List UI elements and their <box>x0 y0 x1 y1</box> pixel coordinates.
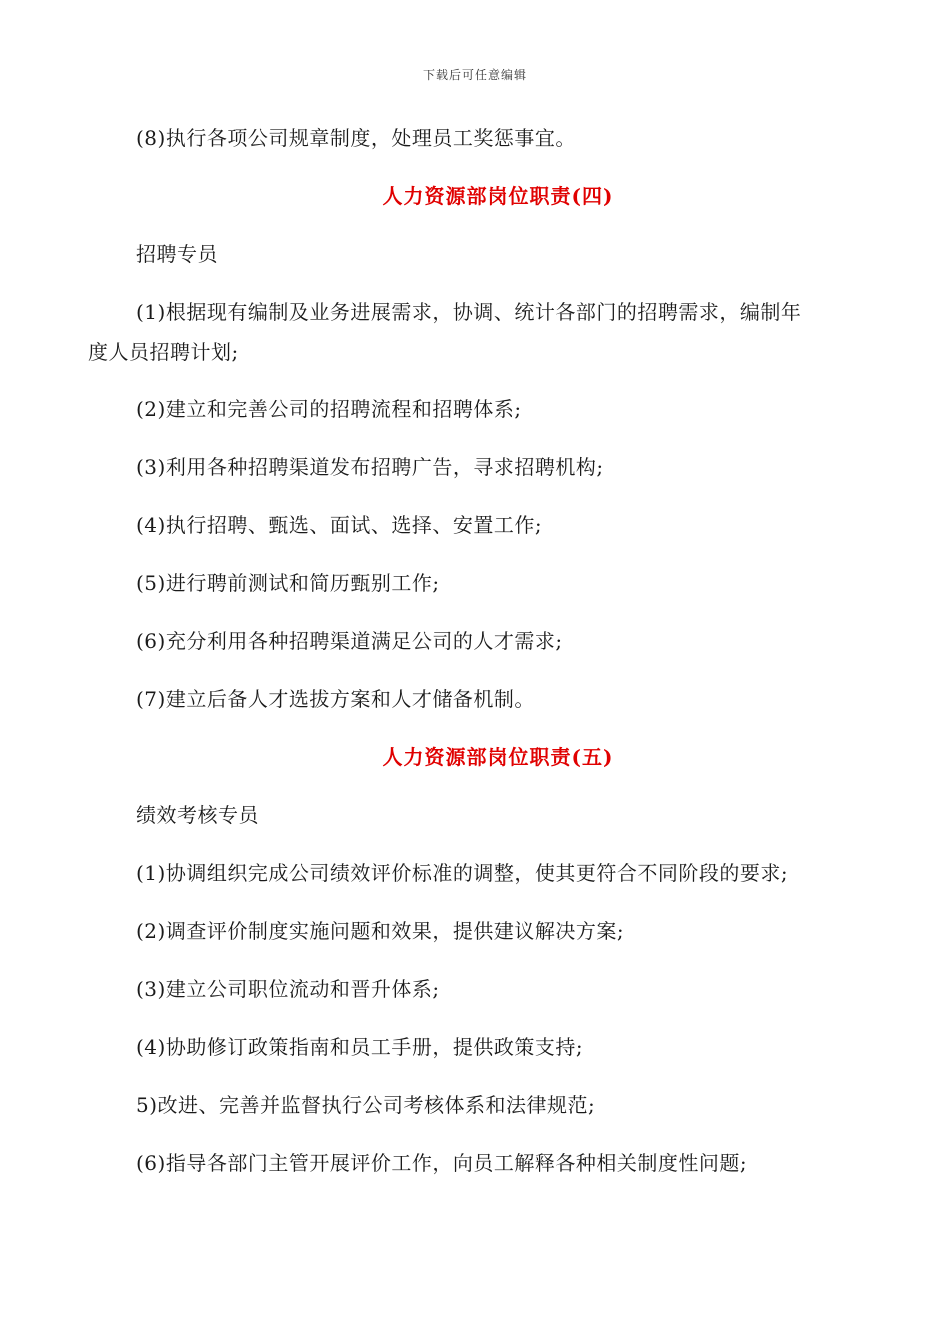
list-item: (6)充分利用各种招聘渠道满足公司的人才需求; <box>136 629 563 653</box>
paragraph-item-8: (8)执行各项公司规章制度，处理员工奖惩事宜。 <box>136 126 576 150</box>
role-title-recruiter: 招聘专员 <box>136 242 218 266</box>
section-heading-4: 人力资源部岗位职责(四) <box>382 184 614 208</box>
list-item: (3)建立公司职位流动和晋升体系; <box>136 977 440 1001</box>
list-item: (4)执行招聘、甄选、面试、选择、安置工作; <box>136 513 543 537</box>
list-item: (7)建立后备人才选拔方案和人才储备机制。 <box>136 687 535 711</box>
section-heading-5: 人力资源部岗位职责(五) <box>382 745 614 769</box>
list-item: 5)改进、完善并监督执行公司考核体系和法律规范; <box>136 1093 596 1117</box>
list-item: (1)根据现有编制及业务进展需求，协调、统计各部门的招聘需求，编制年 <box>136 300 802 324</box>
list-item-continuation: 度人员招聘计划; <box>88 340 239 364</box>
list-item: (2)调查评价制度实施问题和效果，提供建议解决方案; <box>136 919 625 943</box>
list-item: (1)协调组织完成公司绩效评价标准的调整，使其更符合不同阶段的要求; <box>136 861 789 885</box>
role-title-performance: 绩效考核专员 <box>136 803 259 827</box>
page-header-note: 下载后可任意编辑 <box>422 68 527 82</box>
list-item: (3)利用各种招聘渠道发布招聘广告，寻求招聘机构; <box>136 455 604 479</box>
list-item: (6)指导各部门主管开展评价工作，向员工解释各种相关制度性问题; <box>136 1151 748 1175</box>
list-item: (2)建立和完善公司的招聘流程和招聘体系; <box>136 397 522 421</box>
list-item: (4)协助修订政策指南和员工手册，提供政策支持; <box>136 1035 584 1059</box>
list-item: (5)进行聘前测试和简历甄别工作; <box>136 571 440 595</box>
